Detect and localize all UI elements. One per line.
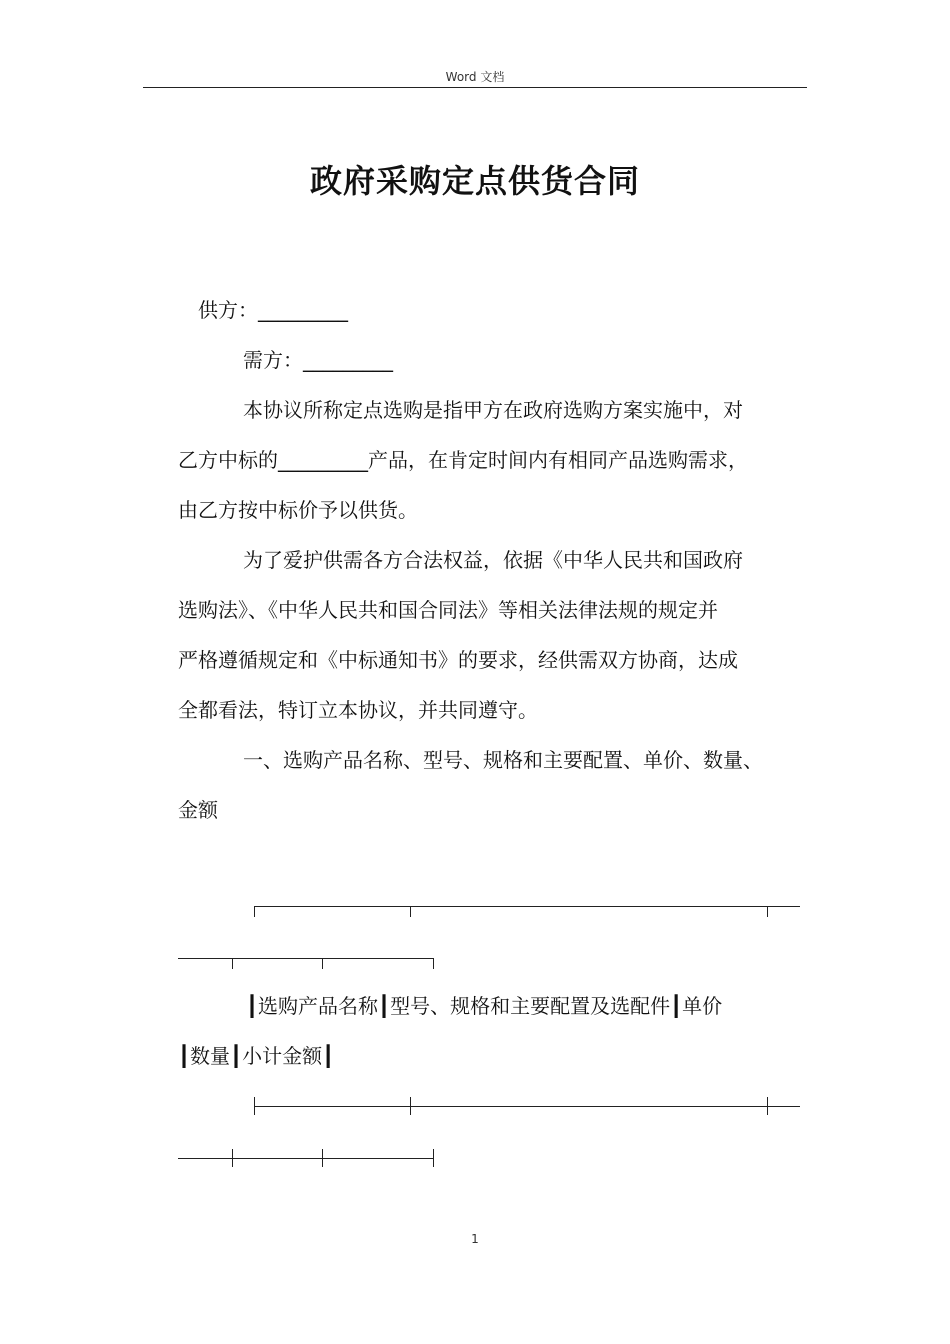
paragraph-line: 乙方中标的_________产品，在肯定时间内有相同产品选购需求， bbox=[178, 448, 748, 472]
paragraph-line: 选购法》、《中华人民共和国合同法》等相关法律法规的规定并 bbox=[178, 598, 718, 622]
table-header-row: ┃数量┃小计金额┃ bbox=[178, 1044, 335, 1068]
header-rule bbox=[143, 87, 807, 88]
paragraph-line: 为了爱护供需各方合法权益，依据《中华人民共和国政府 bbox=[243, 548, 743, 572]
document-title: 政府采购定点供货合同 bbox=[309, 162, 640, 200]
header-label: Word 文档 bbox=[445, 70, 505, 84]
page-number: 1 bbox=[471, 1232, 479, 1246]
paragraph-line: 由乙方按中标价予以供货。 bbox=[178, 498, 418, 522]
table-header-row: ┃选购产品名称┃型号、规格和主要配置及选配件┃单价 bbox=[246, 994, 723, 1018]
supplier-line: 供方：_________ bbox=[198, 298, 348, 322]
paragraph-line: 本协议所称定点选购是指甲方在政府选购方案实施中，对 bbox=[243, 398, 743, 422]
section-heading-cont: 金额 bbox=[178, 798, 218, 822]
section-heading: 一、选购产品名称、型号、规格和主要配置、单价、数量、 bbox=[243, 748, 763, 772]
paragraph-line: 全都看法，特订立本协议，并共同遵守。 bbox=[178, 698, 538, 722]
paragraph-line: 严格遵循规定和《中标通知书》的要求，经供需双方协商，达成 bbox=[178, 648, 738, 672]
buyer-line: 需方：_________ bbox=[243, 348, 393, 372]
